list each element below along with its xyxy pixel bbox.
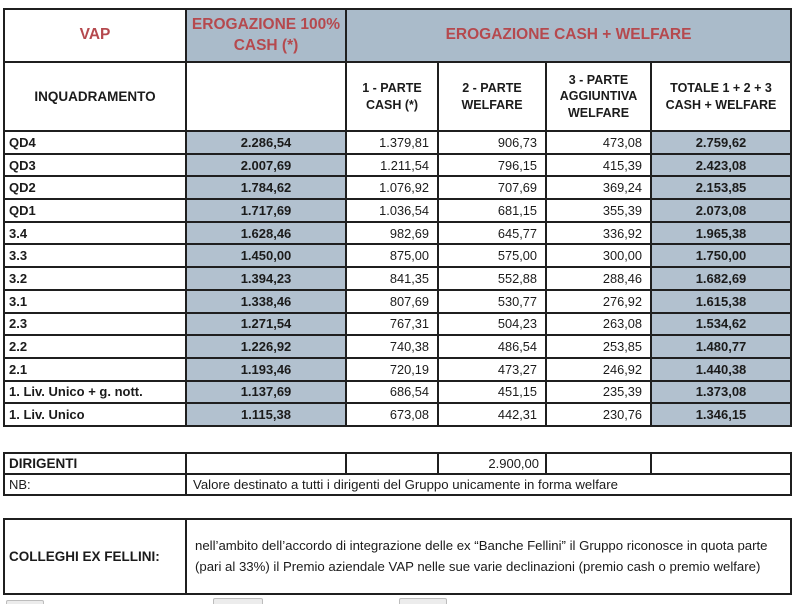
cell-parte-cash: 767,31: [346, 313, 438, 336]
cell-parte-cash: 1.379,81: [346, 131, 438, 154]
cell-parte-aggiuntiva: 276,92: [546, 290, 651, 313]
dirigenti-empty-cell: [346, 453, 438, 474]
dirigenti-empty-cell: [546, 453, 651, 474]
dirigenti-empty-cell: [651, 453, 791, 474]
cell-parte-welfare: 906,73: [438, 131, 546, 154]
column-header-parte-cash: 1 - PARTE CASH (*): [346, 62, 438, 131]
cell-cash100: 1.628,46: [186, 222, 346, 245]
cell-parte-welfare: 645,77: [438, 222, 546, 245]
table-row: [4, 199, 791, 222]
column-header-parte-aggiuntiva: 3 - PARTE AGGIUNTIVA WELFARE: [546, 62, 651, 131]
table-row: [4, 335, 791, 358]
row-label: QD3: [4, 154, 186, 177]
cell-parte-aggiuntiva: 336,92: [546, 222, 651, 245]
table-row: [4, 244, 791, 267]
header-erogazione-cash: EROGAZIONE 100% CASH (*): [186, 9, 346, 62]
row-label: 1. Liv. Unico + g. nott.: [4, 381, 186, 404]
cell-totale: 1.534,62: [651, 313, 791, 336]
cell-parte-aggiuntiva: 415,39: [546, 154, 651, 177]
table-row: [4, 154, 791, 177]
cell-parte-aggiuntiva: 263,08: [546, 313, 651, 336]
table-row: [4, 222, 791, 245]
nb-label: NB:: [4, 474, 186, 495]
fellini-label: COLLEGHI EX FELLINI:: [4, 519, 186, 594]
cell-parte-aggiuntiva: 235,39: [546, 381, 651, 404]
cell-totale: 1.615,38: [651, 290, 791, 313]
column-header-parte-welfare: 2 - PARTE WELFARE: [438, 62, 546, 131]
cell-parte-aggiuntiva: 288,46: [546, 267, 651, 290]
cell-cash100: 1.394,23: [186, 267, 346, 290]
table-row: [4, 176, 791, 199]
cell-parte-welfare: 504,23: [438, 313, 546, 336]
cell-cash100: 1.271,54: [186, 313, 346, 336]
cell-parte-cash: 1.211,54: [346, 154, 438, 177]
cell-parte-cash: 686,54: [346, 381, 438, 404]
header-erogazione-cash-welfare: EROGAZIONE CASH + WELFARE: [346, 9, 791, 62]
cell-parte-aggiuntiva: 230,76: [546, 403, 651, 426]
cell-totale: 2.423,08: [651, 154, 791, 177]
cell-parte-aggiuntiva: 253,85: [546, 335, 651, 358]
cell-cash100: 1.338,46: [186, 290, 346, 313]
cell-parte-aggiuntiva: 246,92: [546, 358, 651, 381]
cell-parte-aggiuntiva: 369,24: [546, 176, 651, 199]
cell-parte-welfare: 552,88: [438, 267, 546, 290]
table-row: [4, 131, 791, 154]
cell-totale: 2.759,62: [651, 131, 791, 154]
cell-cash100: 1.784,62: [186, 176, 346, 199]
table-row: [4, 403, 791, 426]
cell-cash100: 1.193,46: [186, 358, 346, 381]
cell-parte-welfare: 796,15: [438, 154, 546, 177]
cell-parte-aggiuntiva: 355,39: [546, 199, 651, 222]
table-row: [4, 313, 791, 336]
cell-parte-welfare: 575,00: [438, 244, 546, 267]
cell-cash100: 1.115,38: [186, 403, 346, 426]
table-row: [4, 381, 791, 404]
cell-parte-welfare: 530,77: [438, 290, 546, 313]
cutoff-cell-fragment: [213, 598, 263, 604]
table-title-vap: VAP: [4, 9, 186, 62]
cell-parte-aggiuntiva: 300,00: [546, 244, 651, 267]
cell-cash100: 2.286,54: [186, 131, 346, 154]
cell-totale: 1.682,69: [651, 267, 791, 290]
vap-rows: [4, 131, 791, 426]
row-label: QD1: [4, 199, 186, 222]
cell-parte-cash: 841,35: [346, 267, 438, 290]
dirigenti-row: [4, 453, 791, 474]
header-row-columns: [4, 62, 791, 131]
cell-parte-welfare: 442,31: [438, 403, 546, 426]
cell-totale: 2.073,08: [651, 199, 791, 222]
cell-cash100: 1.137,69: [186, 381, 346, 404]
cutoff-cell-fragment: [399, 598, 447, 604]
cell-parte-aggiuntiva: 473,08: [546, 131, 651, 154]
cell-parte-cash: 720,19: [346, 358, 438, 381]
column-header-empty: [186, 62, 346, 131]
cell-parte-welfare: 451,15: [438, 381, 546, 404]
cell-totale: 1.346,15: [651, 403, 791, 426]
header-row-top: [4, 9, 791, 62]
nb-text: Valore destinato a tutti i dirigenti del Gruppo unicamente in forma welfare: [186, 474, 791, 495]
cell-totale: 1.750,00: [651, 244, 791, 267]
cell-totale: 2.153,85: [651, 176, 791, 199]
row-label: 3.1: [4, 290, 186, 313]
dirigenti-welfare-value: 2.900,00: [438, 453, 546, 474]
cell-parte-welfare: 707,69: [438, 176, 546, 199]
row-label: 3.3: [4, 244, 186, 267]
table-row: [4, 358, 791, 381]
cell-totale: 1.440,38: [651, 358, 791, 381]
cell-totale: 1.373,08: [651, 381, 791, 404]
cell-parte-cash: 807,69: [346, 290, 438, 313]
row-label: QD4: [4, 131, 186, 154]
cell-parte-cash: 875,00: [346, 244, 438, 267]
cell-totale: 1.480,77: [651, 335, 791, 358]
dirigenti-empty-cell: [186, 453, 346, 474]
cell-parte-cash: 740,38: [346, 335, 438, 358]
fellini-text: nell’ambito dell’accordo di integrazione delle ex “Banche Fellini” il Gruppo riconosce in quota parte (pari al 33%) il Premio aziendale VAP nelle sue varie declinazioni (premio cash o premio welfare): [186, 519, 791, 594]
cell-totale: 1.965,38: [651, 222, 791, 245]
cell-cash100: 1.226,92: [186, 335, 346, 358]
vap-main-table: [3, 8, 792, 427]
row-label: 2.2: [4, 335, 186, 358]
row-label: 3.4: [4, 222, 186, 245]
cutoff-cell-fragment: [6, 600, 44, 604]
cell-parte-welfare: 473,27: [438, 358, 546, 381]
cell-parte-welfare: 486,54: [438, 335, 546, 358]
fellini-table: [3, 518, 792, 595]
cell-cash100: 2.007,69: [186, 154, 346, 177]
cell-parte-cash: 673,08: [346, 403, 438, 426]
table-row: [4, 267, 791, 290]
column-header-totale: TOTALE 1 + 2 + 3 CASH + WELFARE: [651, 62, 791, 131]
cell-parte-cash: 1.076,92: [346, 176, 438, 199]
cell-parte-cash: 1.036,54: [346, 199, 438, 222]
dirigenti-table: [3, 452, 792, 496]
cell-cash100: 1.450,00: [186, 244, 346, 267]
dirigenti-label: DIRIGENTI: [4, 453, 186, 474]
row-label: QD2: [4, 176, 186, 199]
cell-cash100: 1.717,69: [186, 199, 346, 222]
row-label: 1. Liv. Unico: [4, 403, 186, 426]
row-label: 2.3: [4, 313, 186, 336]
cell-parte-cash: 982,69: [346, 222, 438, 245]
row-label: 3.2: [4, 267, 186, 290]
table-row: [4, 290, 791, 313]
nb-row: [4, 474, 791, 495]
fellini-row: [4, 519, 791, 594]
cell-parte-welfare: 681,15: [438, 199, 546, 222]
column-header-inquadramento: INQUADRAMENTO: [4, 62, 186, 131]
row-label: 2.1: [4, 358, 186, 381]
